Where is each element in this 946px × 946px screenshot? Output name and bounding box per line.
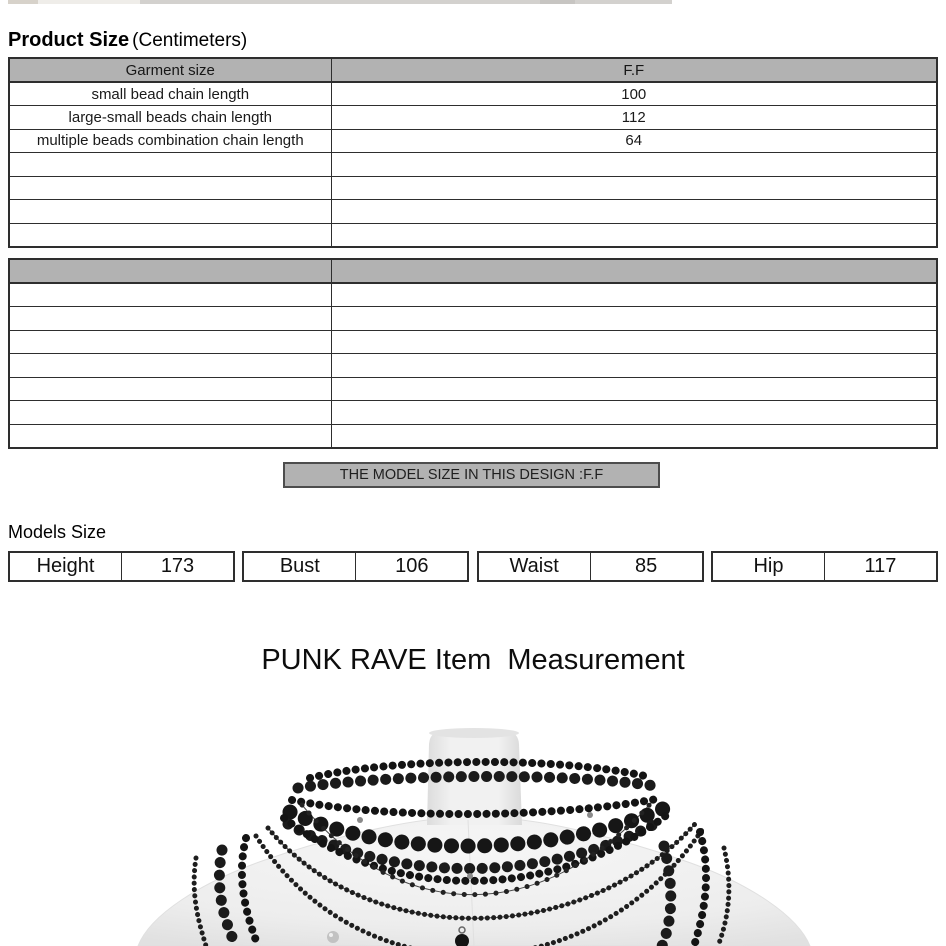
column-header (9, 259, 331, 283)
column-header (331, 259, 937, 283)
model-measure-box-waist (477, 551, 704, 582)
top-strip-segment (575, 0, 672, 4)
table-row (9, 82, 937, 106)
metal-spacer (357, 817, 363, 823)
table-row (9, 283, 937, 307)
table-cell: large-small beads chain length (9, 106, 331, 130)
table-cell: 64 (331, 129, 937, 153)
product-size-heading (8, 29, 247, 52)
table-cell (9, 223, 331, 247)
table-cell (331, 223, 937, 247)
table-cell: multiple beads combination chain length (9, 129, 331, 153)
table-row (9, 307, 937, 331)
table-cell (9, 200, 331, 224)
top-strip-segment (140, 0, 540, 4)
top-strip-segment (540, 0, 575, 4)
secondary-size-table (8, 258, 938, 449)
silver-bead-highlight (329, 933, 333, 937)
table-cell (331, 354, 937, 378)
measure-label: Height (10, 553, 122, 580)
top-strip-segment (38, 0, 140, 4)
table-row (9, 401, 937, 425)
measure-value: 117 (864, 555, 897, 577)
model-measure-box-hip (711, 551, 938, 582)
table-cell: 112 (331, 106, 937, 130)
measure-value: 173 (160, 555, 195, 577)
product-size-title: Product Size (8, 29, 130, 51)
table-row (9, 223, 937, 247)
silver-bead (327, 931, 339, 943)
measurement-title: PUNK RAVE Item Measurement (261, 644, 685, 676)
table-cell (9, 377, 331, 401)
models-size-row (8, 551, 938, 582)
table-cell (9, 176, 331, 200)
table-header-row (9, 58, 937, 82)
table-cell (331, 330, 937, 354)
table-row (9, 354, 937, 378)
metal-spacer (467, 873, 473, 879)
table-cell (9, 307, 331, 331)
table-cell (331, 377, 937, 401)
metal-spacer (587, 812, 593, 818)
table-cell (331, 307, 937, 331)
table-row (9, 106, 937, 130)
model-size-banner-label: THE MODEL SIZE IN THIS DESIGN :F.F (339, 467, 604, 483)
measure-label: Bust (244, 553, 356, 580)
table-cell (331, 176, 937, 200)
measure-value: 106 (395, 555, 429, 577)
measure-label: Hip (713, 553, 825, 580)
product-photo (0, 700, 946, 946)
table-row (9, 129, 937, 153)
model-measure-box-bust (242, 551, 469, 582)
table-row (9, 176, 937, 200)
table-row (9, 330, 937, 354)
table-row (9, 424, 937, 448)
column-header: F.F (331, 58, 937, 82)
table-cell: 100 (331, 82, 937, 106)
product-size-unit: (Centimeters) (132, 30, 248, 51)
table-cell (331, 153, 937, 177)
table-cell (331, 283, 937, 307)
table-cell (331, 200, 937, 224)
column-header: Garment size (9, 58, 331, 82)
model-measure-box-height (8, 551, 235, 582)
top-strip-segment (8, 0, 38, 4)
top-strip (0, 0, 946, 5)
table-header-row (9, 259, 937, 283)
table-cell (9, 401, 331, 425)
table-row (9, 377, 937, 401)
table-cell (331, 401, 937, 425)
model-size-banner (283, 462, 660, 488)
table-cell (9, 283, 331, 307)
table-cell (9, 424, 331, 448)
measure-value: 85 (635, 555, 658, 577)
table-cell (9, 354, 331, 378)
table-cell (9, 330, 331, 354)
table-row (9, 200, 937, 224)
table-row (9, 153, 937, 177)
product-size-table (8, 57, 938, 248)
table-cell (331, 424, 937, 448)
table-cell: small bead chain length (9, 82, 331, 106)
table-cell (9, 153, 331, 177)
neck-top-cap (429, 728, 519, 738)
models-size-heading: Models Size (8, 522, 107, 542)
measure-label: Waist (479, 553, 591, 580)
